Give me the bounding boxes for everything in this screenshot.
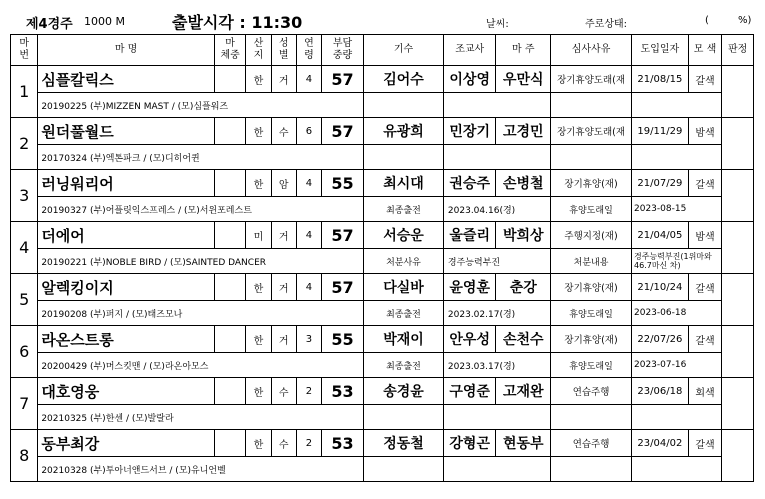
judgment [722,430,754,482]
horse-name: 원더풀월드 [38,118,215,145]
horse-name: 라온스트롱 [38,326,215,353]
origin: 한 [246,430,271,457]
table-row [11,170,754,197]
sex: 암 [271,170,296,197]
owner: 손천수 [496,326,551,353]
trainer: 울즐리 [443,222,496,249]
jockey: 서승운 [364,222,444,249]
pedigree: 20170324 (부)엑톤파크 / (모)디히어퀸 [38,145,364,170]
horse-name: 동부최강 [38,430,215,457]
origin: 한 [246,66,271,93]
col-color: 모 색 [688,35,722,66]
detail-value-1: 2023.03.17(경) [443,353,550,378]
body-weight [214,326,246,353]
detail-label-2 [551,405,632,430]
owner: 손병철 [496,170,551,197]
trainer: 강형곤 [443,430,496,457]
trainer: 민장기 [443,118,496,145]
origin: 한 [246,274,271,301]
detail-value-2 [632,145,722,170]
burden-weight: 57 [322,222,364,249]
table-row-detail [11,301,754,326]
table-row [11,222,754,249]
col-name: 마 명 [38,35,215,66]
track-condition-label: 주로상태: [585,19,628,30]
detail-label-1: 최종출전 [364,301,444,326]
trainer: 권승주 [443,170,496,197]
table-row-detail [11,249,754,274]
detail-label-2 [551,457,632,482]
jockey: 김어수 [364,66,444,93]
horse-number: 8 [11,430,38,482]
detail-value-2: 2023-07-16 [632,353,722,378]
table-row-detail [11,457,754,482]
sex: 수 [271,378,296,405]
jockey: 최시대 [364,170,444,197]
body-weight [214,118,246,145]
age: 3 [296,326,321,353]
origin: 한 [246,170,271,197]
detail-value-1 [443,93,550,118]
horse-number: 7 [11,378,38,430]
col-owner: 마 주 [496,35,551,66]
judgment [722,326,754,378]
age: 4 [296,274,321,301]
jockey: 정동철 [364,430,444,457]
start-time: 출발시각 : 11:30 [172,13,303,32]
burden-weight: 53 [322,430,364,457]
detail-label-2: 처분내용 [551,249,632,274]
coat-color: 갈색 [688,170,722,197]
moisture-paren: ( [705,15,709,26]
jockey: 다실바 [364,274,444,301]
col-reason: 심사사유 [551,35,632,66]
burden-weight: 57 [322,118,364,145]
table-row [11,274,754,301]
table-row [11,118,754,145]
body-weight [214,274,246,301]
age: 4 [296,66,321,93]
detail-label-2: 휴양도래일 [551,301,632,326]
trainer: 구영준 [443,378,496,405]
judgment [722,170,754,222]
owner: 우만식 [496,66,551,93]
detail-label-1 [364,145,444,170]
detail-label-2: 휴양도래일 [551,197,632,222]
table-row-detail [11,145,754,170]
judgment [722,66,754,118]
detail-value-2: 2023-06-18 [632,301,722,326]
judgment [722,378,754,430]
intro-date: 21/08/15 [632,66,689,93]
col-no: 마 번 [11,35,38,66]
age: 4 [296,222,321,249]
origin: 미 [246,222,271,249]
pedigree: 20210328 (부)투아너앤드서브 / (모)유니언벨 [38,457,364,482]
horse-number: 6 [11,326,38,378]
owner: 박희상 [496,222,551,249]
coat-color: 갈색 [688,430,722,457]
detail-value-2 [632,405,722,430]
col-burden: 부담 중량 [322,35,364,66]
horse-number: 2 [11,118,38,170]
col-judgment: 판정 [722,35,754,66]
col-origin: 산 지 [246,35,271,66]
race-distance: 1000 M [84,15,125,28]
trainer: 이상영 [443,66,496,93]
race-number: 제4경주 [26,17,73,32]
burden-weight: 57 [322,274,364,301]
review-reason: 장기휴양(재) [551,170,632,197]
body-weight [214,378,246,405]
coat-color: 갈색 [688,66,722,93]
horse-number: 5 [11,274,38,326]
detail-value-2 [632,93,722,118]
race-header [0,0,765,34]
horse-name: 대호영웅 [38,378,215,405]
origin: 한 [246,326,271,353]
coat-color: 밤색 [688,118,722,145]
intro-date: 23/06/18 [632,378,689,405]
origin: 한 [246,378,271,405]
detail-value-2: 경주능력부진(1위마와46.7마신 차) [632,249,722,274]
horse-number: 1 [11,66,38,118]
sex: 거 [271,274,296,301]
sex: 수 [271,430,296,457]
table-header-row [11,35,754,66]
intro-date: 21/07/29 [632,170,689,197]
table-row [11,66,754,93]
body-weight [214,430,246,457]
body-weight [214,222,246,249]
detail-value-1: 2023.04.16(경) [443,197,550,222]
owner: 고재완 [496,378,551,405]
horse-name: 러닝워리어 [38,170,215,197]
detail-value-2: 2023-08-15 [632,197,722,222]
trainer: 안우성 [443,326,496,353]
coat-color: 밤색 [688,222,722,249]
detail-value-1 [443,145,550,170]
col-trainer: 조교사 [443,35,496,66]
body-weight [214,66,246,93]
table-row [11,378,754,405]
detail-label-1 [364,93,444,118]
body-weight [214,170,246,197]
pedigree: 20190208 (부)퍼지 / (모)태즈모나 [38,301,364,326]
review-reason: 연습주행 [551,378,632,405]
review-reason: 장기휴양(재) [551,326,632,353]
col-jockey: 기수 [364,35,444,66]
horse-name: 알렉킹이지 [38,274,215,301]
judgment [722,118,754,170]
sex: 거 [271,326,296,353]
intro-date: 21/04/05 [632,222,689,249]
intro-date: 21/10/24 [632,274,689,301]
detail-label-2 [551,145,632,170]
burden-weight: 57 [322,66,364,93]
table-row-detail [11,353,754,378]
detail-value-1: 2023.02.17(경) [443,301,550,326]
detail-label-1 [364,405,444,430]
jockey: 박재이 [364,326,444,353]
detail-value-1: 경주능력부진 [443,249,550,274]
coat-color: 갈색 [688,274,722,301]
burden-weight: 55 [322,170,364,197]
pedigree: 20190225 (부)MIZZEN MAST / (모)심플워즈 [38,93,364,118]
moisture-percent: %) [738,15,752,26]
owner: 현동부 [496,430,551,457]
jockey: 유광희 [364,118,444,145]
owner: 고경민 [496,118,551,145]
detail-label-1: 최종출전 [364,197,444,222]
review-reason: 연습주행 [551,430,632,457]
intro-date: 22/07/26 [632,326,689,353]
detail-label-1: 최종출전 [364,353,444,378]
detail-value-1 [443,457,550,482]
pedigree: 20200429 (부)머스킷맨 / (모)라온아모스 [38,353,364,378]
sex: 수 [271,118,296,145]
jockey: 송경윤 [364,378,444,405]
intro-date: 23/04/02 [632,430,689,457]
burden-weight: 53 [322,378,364,405]
origin: 한 [246,118,271,145]
table-row-detail [11,197,754,222]
pedigree: 20210325 (부)한센 / (모)발랄라 [38,405,364,430]
detail-label-1 [364,457,444,482]
pedigree: 20190327 (부)어플릿익스프레스 / (모)서윈포레스트 [38,197,364,222]
detail-value-2 [632,457,722,482]
detail-label-1: 처분사유 [364,249,444,274]
col-weight-body: 마 체중 [214,35,246,66]
review-reason: 장기휴양도래(재 [551,66,632,93]
review-reason: 장기휴양(재) [551,274,632,301]
coat-color: 갈색 [688,326,722,353]
horse-number: 3 [11,170,38,222]
table-row-detail [11,93,754,118]
horse-name: 더에어 [38,222,215,249]
judgment [722,222,754,274]
sex: 거 [271,222,296,249]
table-row-detail [11,405,754,430]
burden-weight: 55 [322,326,364,353]
pedigree: 20190221 (부)NOBLE BIRD / (모)SAINTED DANCER [38,249,364,274]
horse-name: 심플칼릭스 [38,66,215,93]
age: 4 [296,170,321,197]
age: 2 [296,378,321,405]
weather-label: 날씨: [486,19,509,30]
age: 2 [296,430,321,457]
detail-value-1 [443,405,550,430]
col-sex: 성 별 [271,35,296,66]
review-reason: 장기휴양도래(재 [551,118,632,145]
table-row [11,326,754,353]
detail-label-2 [551,93,632,118]
sex: 거 [271,66,296,93]
table-row [11,430,754,457]
age: 6 [296,118,321,145]
trainer: 윤영훈 [443,274,496,301]
judgment [722,274,754,326]
entry-table [10,34,754,482]
col-intro-date: 도입일자 [632,35,689,66]
coat-color: 회색 [688,378,722,405]
intro-date: 19/11/29 [632,118,689,145]
owner: 춘강 [496,274,551,301]
review-reason: 주행지정(재) [551,222,632,249]
col-age: 연 령 [296,35,321,66]
horse-number: 4 [11,222,38,274]
detail-label-2: 휴양도래일 [551,353,632,378]
